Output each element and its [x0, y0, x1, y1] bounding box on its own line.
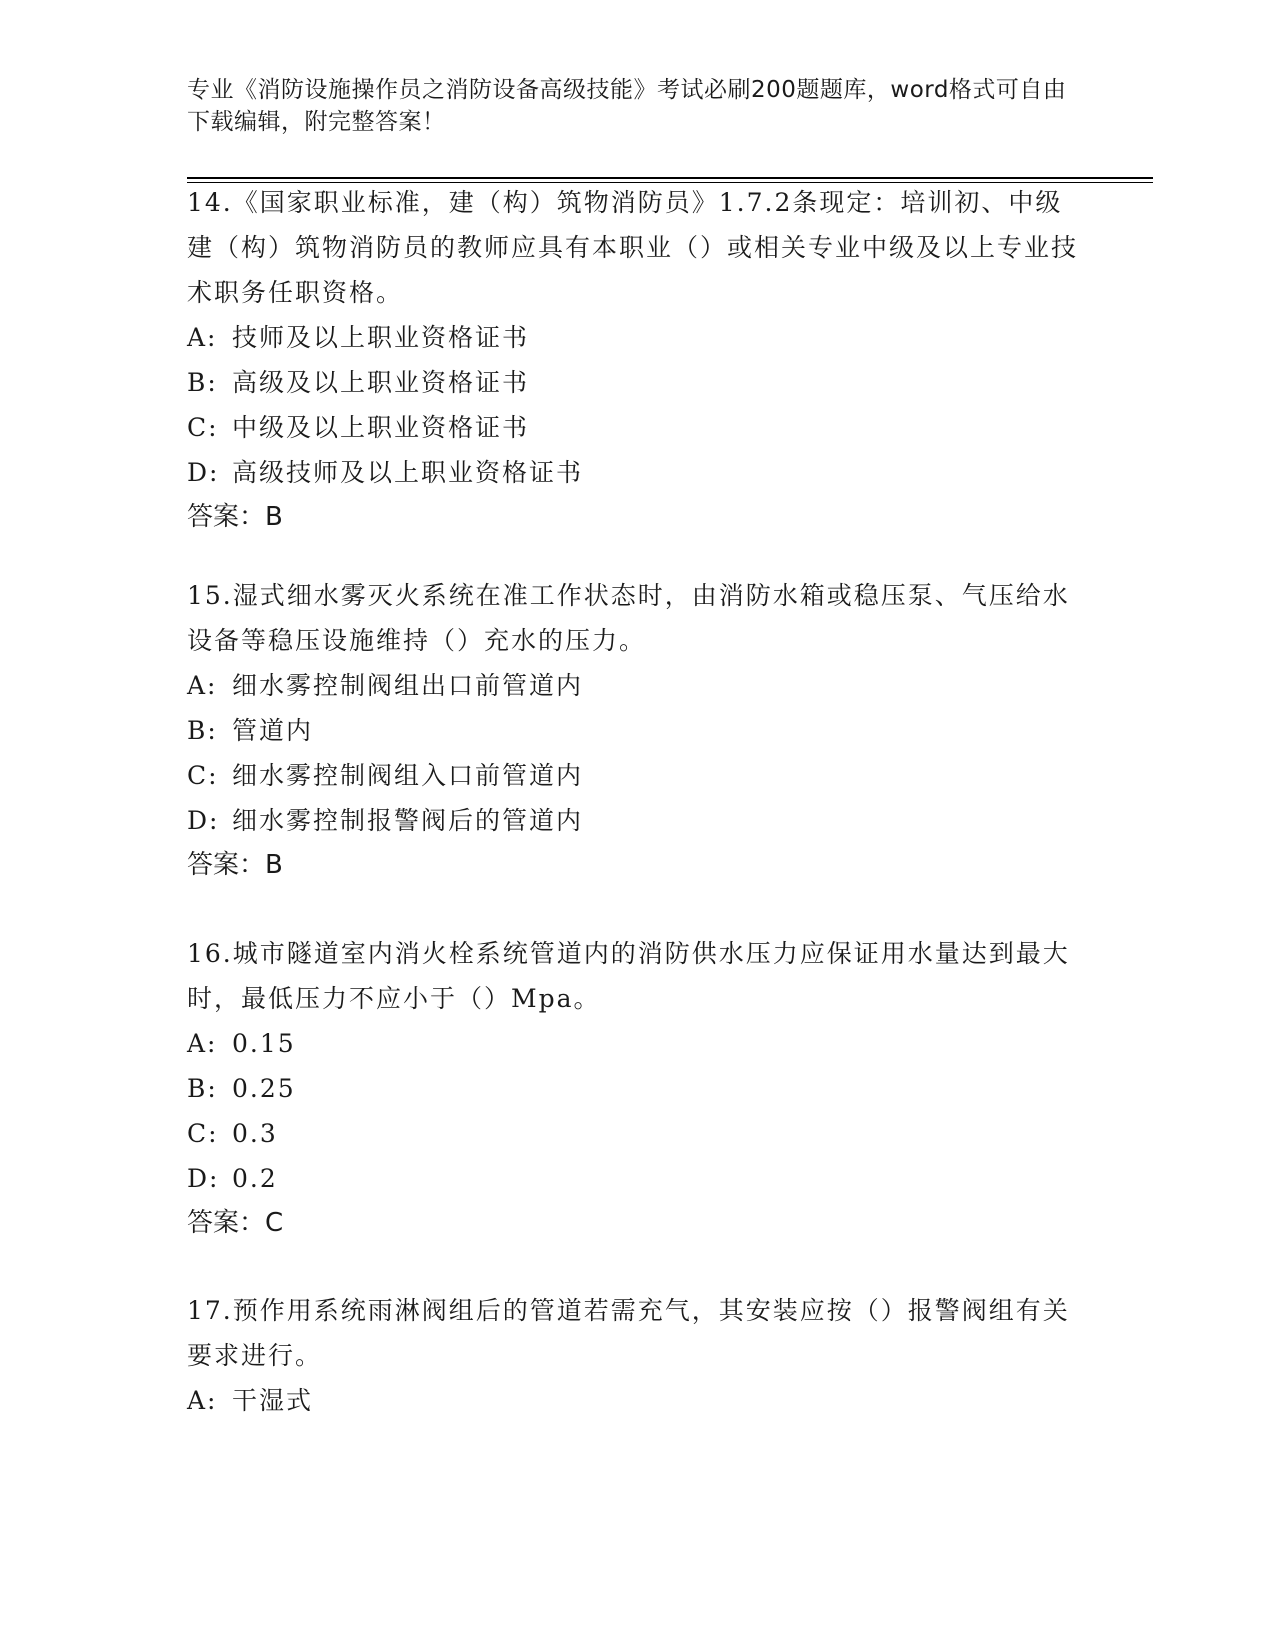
option-label: D: — [187, 1164, 220, 1193]
question-16 — [187, 931, 1087, 1246]
option-a — [187, 1378, 1087, 1423]
header-divider-thick — [187, 177, 1153, 179]
question-stem: 15.湿式细水雾灭火系统在准工作状态时，由消防水箱或稳压泵、气压给水设备等稳压设施维持（）充水的压力。 — [187, 581, 1070, 655]
option-d — [187, 450, 1087, 495]
option-label: A: — [187, 1029, 218, 1058]
option-label: A: — [187, 671, 218, 700]
option-c — [187, 405, 1087, 450]
option-a — [187, 315, 1087, 360]
question-stem: 16.城市隧道室内消火栓系统管道内的消防供水压力应保证用水量达到最大时，最低压力不应小于（）Mpa。 — [187, 939, 1070, 1013]
option-a — [187, 663, 1087, 708]
option-text: 0.2 — [232, 1164, 278, 1193]
option-b — [187, 708, 1087, 753]
question-stem: 14.《国家职业标准，建（构）筑物消防员》1.7.2条现定：培训初、中级建（构）筑物消防员的教师应具有本职业（）或相关专业中级及以上专业技术职务任职资格。 — [187, 188, 1079, 307]
option-text: 细水雾控制阀组入口前管道内 — [232, 761, 584, 790]
option-text: 管道内 — [232, 716, 314, 745]
option-text: 高级及以上职业资格证书 — [232, 368, 530, 397]
option-b — [187, 1066, 1087, 1111]
option-text: 干湿式 — [232, 1386, 314, 1415]
question-14 — [187, 180, 1087, 540]
option-label: D: — [187, 458, 220, 487]
option-text: 0.25 — [232, 1074, 296, 1103]
option-label: B: — [187, 1074, 218, 1103]
option-label: D: — [187, 806, 220, 835]
option-label: C: — [187, 413, 219, 442]
option-text: 细水雾控制阀组出口前管道内 — [232, 671, 584, 700]
option-label: B: — [187, 368, 218, 397]
option-c — [187, 753, 1087, 798]
option-label: C: — [187, 761, 219, 790]
option-c — [187, 1111, 1087, 1156]
option-d — [187, 798, 1087, 843]
option-label: C: — [187, 1119, 219, 1148]
option-label: B: — [187, 716, 218, 745]
question-17 — [187, 1288, 1087, 1423]
option-text: 技师及以上职业资格证书 — [232, 323, 530, 352]
option-d — [187, 1156, 1087, 1201]
option-text: 0.3 — [232, 1119, 278, 1148]
option-a — [187, 1021, 1087, 1066]
answer-line: 答案：B — [187, 850, 283, 880]
document-intro: 专业《消防设施操作员之消防设备高级技能》考试必刷200题题库，word格式可自由下载编辑，附完整答案！ — [187, 77, 1067, 135]
answer-line: 答案：C — [187, 1208, 284, 1238]
answer-line: 答案：B — [187, 502, 283, 532]
option-b — [187, 360, 1087, 405]
option-text: 中级及以上职业资格证书 — [232, 413, 530, 442]
option-label: A: — [187, 1386, 218, 1415]
option-text: 高级技师及以上职业资格证书 — [232, 458, 584, 487]
question-15 — [187, 573, 1087, 888]
option-text: 0.15 — [232, 1029, 296, 1058]
question-stem: 17.预作用系统雨淋阀组后的管道若需充气，其安装应按（）报警阀组有关要求进行。 — [187, 1296, 1070, 1370]
option-text: 细水雾控制报警阀后的管道内 — [232, 806, 584, 835]
option-label: A: — [187, 323, 218, 352]
